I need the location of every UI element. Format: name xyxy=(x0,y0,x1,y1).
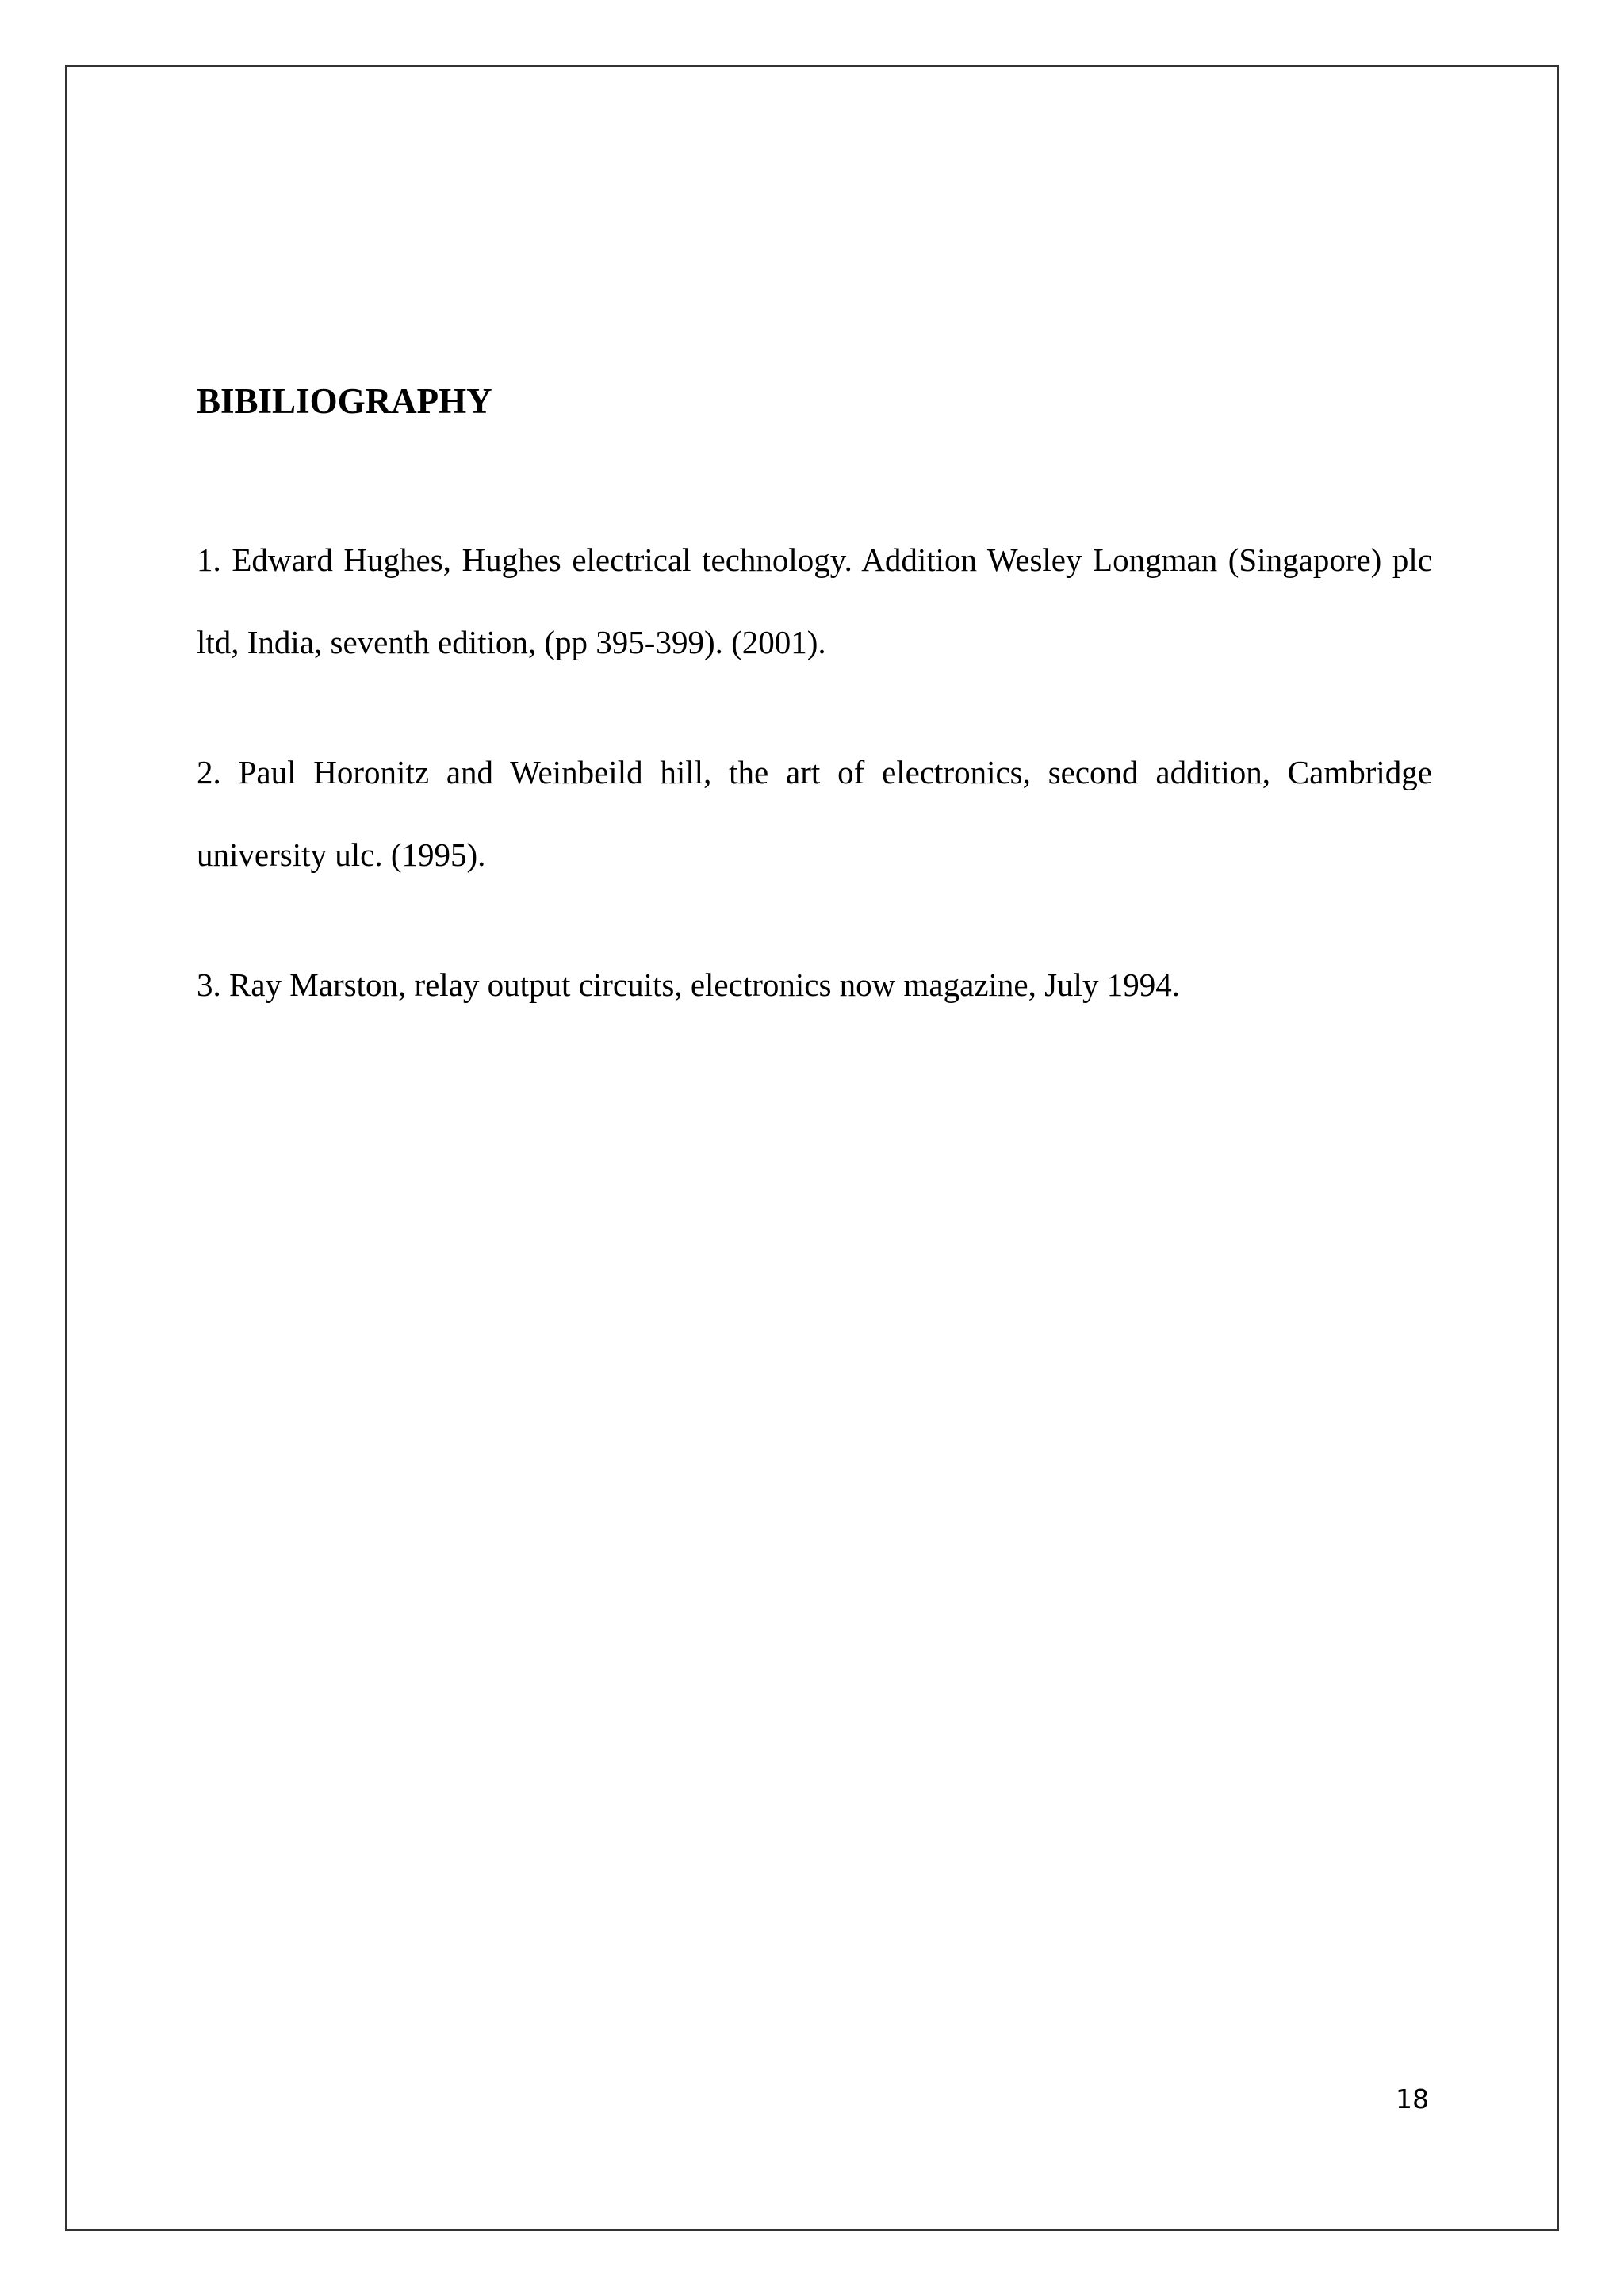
reference-item-3: 3. Ray Marston, relay output circuits, electronics now magazine, July 1994. xyxy=(197,966,1180,1003)
page-title: BIBILIOGRAPHY xyxy=(197,381,492,421)
reference-item-1: 1. Edward Hughes, Hughes electrical technology. Addition Wesley Longman (Singapore) plc ltd, India, seventh edition, (pp 395-399). (2001). xyxy=(197,541,1432,660)
page-number: 18 xyxy=(1396,2084,1429,2114)
reference-item-2: 2. Paul Horonitz and Weinbeild hill, the art of electronics, second addition, Cambridge university ulc. (1995). xyxy=(197,754,1432,873)
